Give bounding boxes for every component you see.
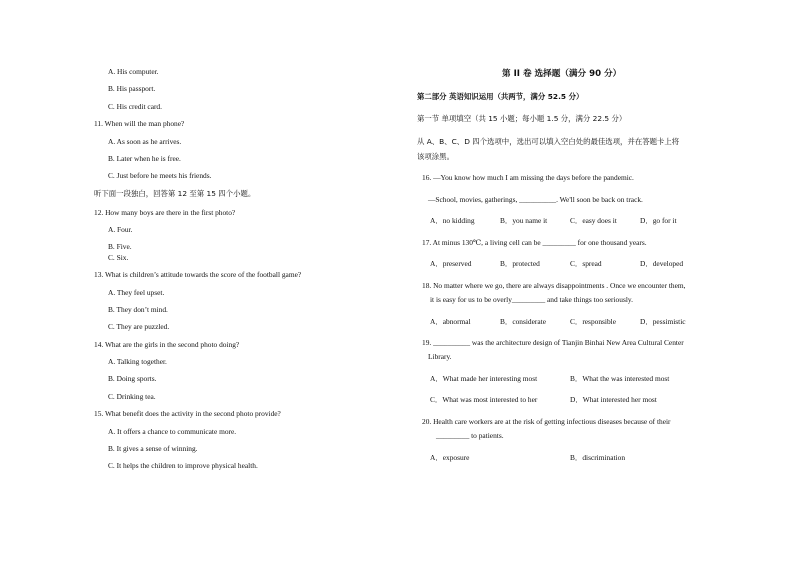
q12-option-c: C. Six. [108,253,129,262]
q19-option-a: A．What made her interesting most [430,374,538,383]
q11-question: 11. When will the man phone? [94,119,185,128]
part-two-title: 第二部分 英语知识运用（共两节，满分 52.5 分） [417,92,584,101]
q11-option-a: A. As soon as he arrives. [108,137,182,146]
q17-question: 17. At minus 130℃, a living cell can be _________ for one thousand years. [422,238,647,247]
q14-option-b: B. Doing sports. [108,374,157,383]
q14-option-a: A. Talking together. [108,357,167,366]
q20-line-1: 20. Health care workers are at the risk of getting infectious diseases because of their [422,417,671,426]
q13-option-b: B. They don’t mind. [108,305,168,314]
q19-option-d: D．What interested her most [570,395,657,404]
q17-option-c: C．spread [570,259,602,268]
q16-option-a: A．no kidding [430,216,475,225]
instruction-line-1: 从 A、B、C、D 四个选项中，选出可以填入空白处的最佳选项，并在答题卡上将 [417,137,680,146]
q12-option-b: B. Five. [108,242,132,251]
q16-option-d: D．go for it [640,216,677,225]
q14-option-c: C. Drinking tea. [108,392,156,401]
instruction-line-2: 该项涂黑。 [417,152,454,161]
q10-option-a: A. His computer. [108,67,159,76]
q12-question: 12. How many boys are there in the first photo? [94,208,236,217]
q19-option-b: B．What the was interested most [570,374,670,383]
q20-option-a: A．exposure [430,453,470,462]
q20-option-b: B．discrimination [570,453,626,462]
q20-line-2: _________ to patients. [436,431,504,440]
q17-option-b: B．protected [500,259,540,268]
volume-title: 第 II 卷 选择题（满分 90 分） [502,69,622,79]
q16-line-1: 16. —You know how much I am missing the days before the pandemic. [422,173,634,182]
q16-option-c: C．easy does it [570,216,617,225]
q15-option-a: A. It offers a chance to communicate more. [108,427,237,436]
q11-option-c: C. Just before he meets his friends. [108,171,212,180]
q17-option-a: A．preserved [430,259,472,268]
q17-option-d: D．developed [640,259,684,268]
listening-instruction: 听下面一段独白，回答第 12 至第 15 四个小题。 [94,189,256,198]
q10-option-c: C. His credit card. [108,102,162,111]
q13-question: 13. What is children’s attitude towards the score of the football game? [94,270,302,279]
q18-option-c: C．responsible [570,317,616,326]
q19-line-2: Library. [428,352,452,361]
q12-option-a: A. Four. [108,225,133,234]
q13-option-c: C. They are puzzled. [108,322,170,331]
q10-option-b: B. His passport. [108,84,156,93]
q18-line-2: it is easy for us to be overly_________ and take things too seriously. [430,295,633,304]
q18-line-1: 18. No matter where we go, there are always disappointments . Once we encounter them, [422,281,686,290]
q18-option-b: B．considerate [500,317,546,326]
q16-option-b: B．you name it [500,216,548,225]
q15-option-c: C. It helps the children to improve physical health. [108,461,258,470]
q18-option-d: D．pessimistic [640,317,686,326]
q16-line-2: —School, movies, gatherings, __________. We'll soon be back on track. [428,195,643,204]
q19-option-c: C．What was most interested to her [430,395,538,404]
q13-option-a: A. They feel upset. [108,288,165,297]
q15-option-b: B. It gives a sense of winning. [108,444,198,453]
q18-option-a: A．abnormal [430,317,471,326]
q14-question: 14. What are the girls in the second photo doing? [94,340,240,349]
q19-line-1: 19. __________ was the architecture design of Tianjin Binhai New Area Cultural Center [422,338,684,347]
q15-question: 15. What benefit does the activity in the second photo provide? [94,409,281,418]
section-one-title: 第一节 单项填空（共 15 小题；每小题 1.5 分，满分 22.5 分） [417,114,627,123]
q11-option-b: B. Later when he is free. [108,154,181,163]
